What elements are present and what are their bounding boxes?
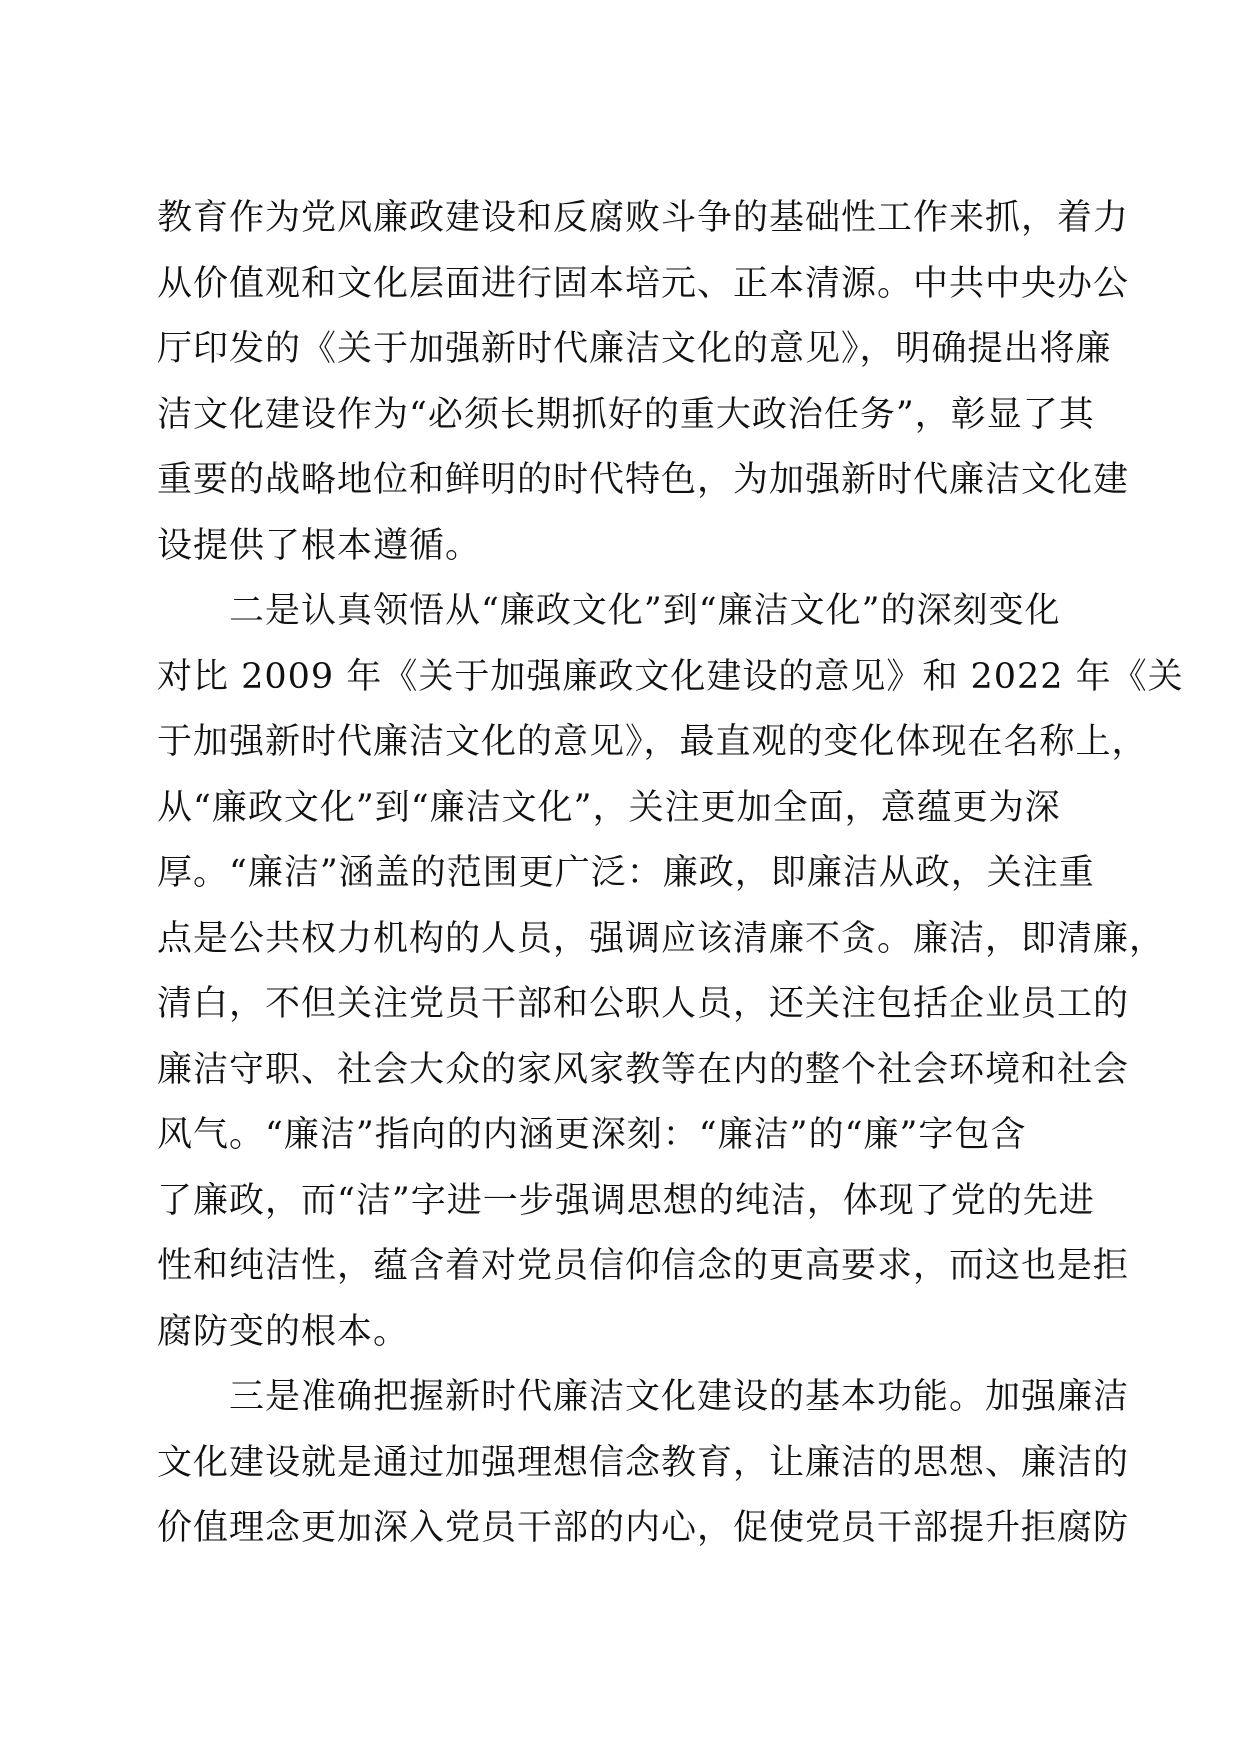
- text-line: 重要的战略地位和鲜明的时代特色，为加强新时代廉洁文化建: [157, 460, 1130, 500]
- text-line: 对比 2009 年《关于加强廉政文化建设的意见》和 2022 年《关: [157, 656, 1184, 697]
- paragraph-heading-line: 三是准确把握新时代廉洁文化建设的基本功能。加强廉洁: [157, 1377, 1130, 1417]
- text-line: 厚。“廉洁”涵盖的范围更广泛：廉政，即廉洁从政，关注重: [157, 853, 1095, 893]
- text-line: 教育作为党风廉政建设和反腐败斗争的基础性工作来抓，着力: [157, 198, 1130, 238]
- text-line: 风气。“廉洁”指向的内涵更深刻：“廉洁”的“廉”字包含: [157, 1115, 1027, 1155]
- body-text: [157, 186, 1184, 1562]
- text-line: 于加强新时代廉洁文化的意见》，最直观的变化体现在名称上，: [157, 722, 1148, 762]
- text-line: 洁文化建设作为“必须长期抓好的重大政治任务”，彰显了其: [157, 394, 1095, 435]
- text-line: 价值理念更加深入党员干部的内心，促使党员干部提升拒腐防: [157, 1508, 1130, 1548]
- text-line: 廉洁守职、社会大众的家风家教等在内的整个社会环境和社会: [157, 1049, 1130, 1090]
- text-line: 性和纯洁性，蕴含着对党员信仰信念的更高要求，而这也是拒: [157, 1246, 1130, 1286]
- paragraph-heading-line: 二是认真领悟从“廉政文化”到“廉洁文化”的深刻变化: [157, 591, 1061, 631]
- text-line: 从“廉政文化”到“廉洁文化”，关注更加全面，意蕴更为深: [157, 787, 1061, 828]
- text-line: 从价值观和文化层面进行固本培元、正本清源。中共中央办公: [157, 263, 1130, 304]
- text-line: 厅印发的《关于加强新时代廉洁文化的意见》，明确提出将廉: [157, 329, 1112, 369]
- text-line: 清白，不但关注党员干部和公职人员，还关注包括企业员工的: [157, 984, 1130, 1024]
- text-line: 了廉政，而“洁”字进一步强调思想的纯洁，体现了党的先进: [157, 1180, 1095, 1221]
- text-line: 设提供了根本遵循。: [157, 525, 482, 566]
- text-line: 腐防变的根本。: [157, 1311, 410, 1352]
- text-line: 文化建设就是通过加强理想信念教育，让廉洁的思想、廉洁的: [157, 1442, 1130, 1483]
- text-line: 点是公共权力机构的人员，强调应该清廉不贪。廉洁，即清廉，: [157, 918, 1166, 959]
